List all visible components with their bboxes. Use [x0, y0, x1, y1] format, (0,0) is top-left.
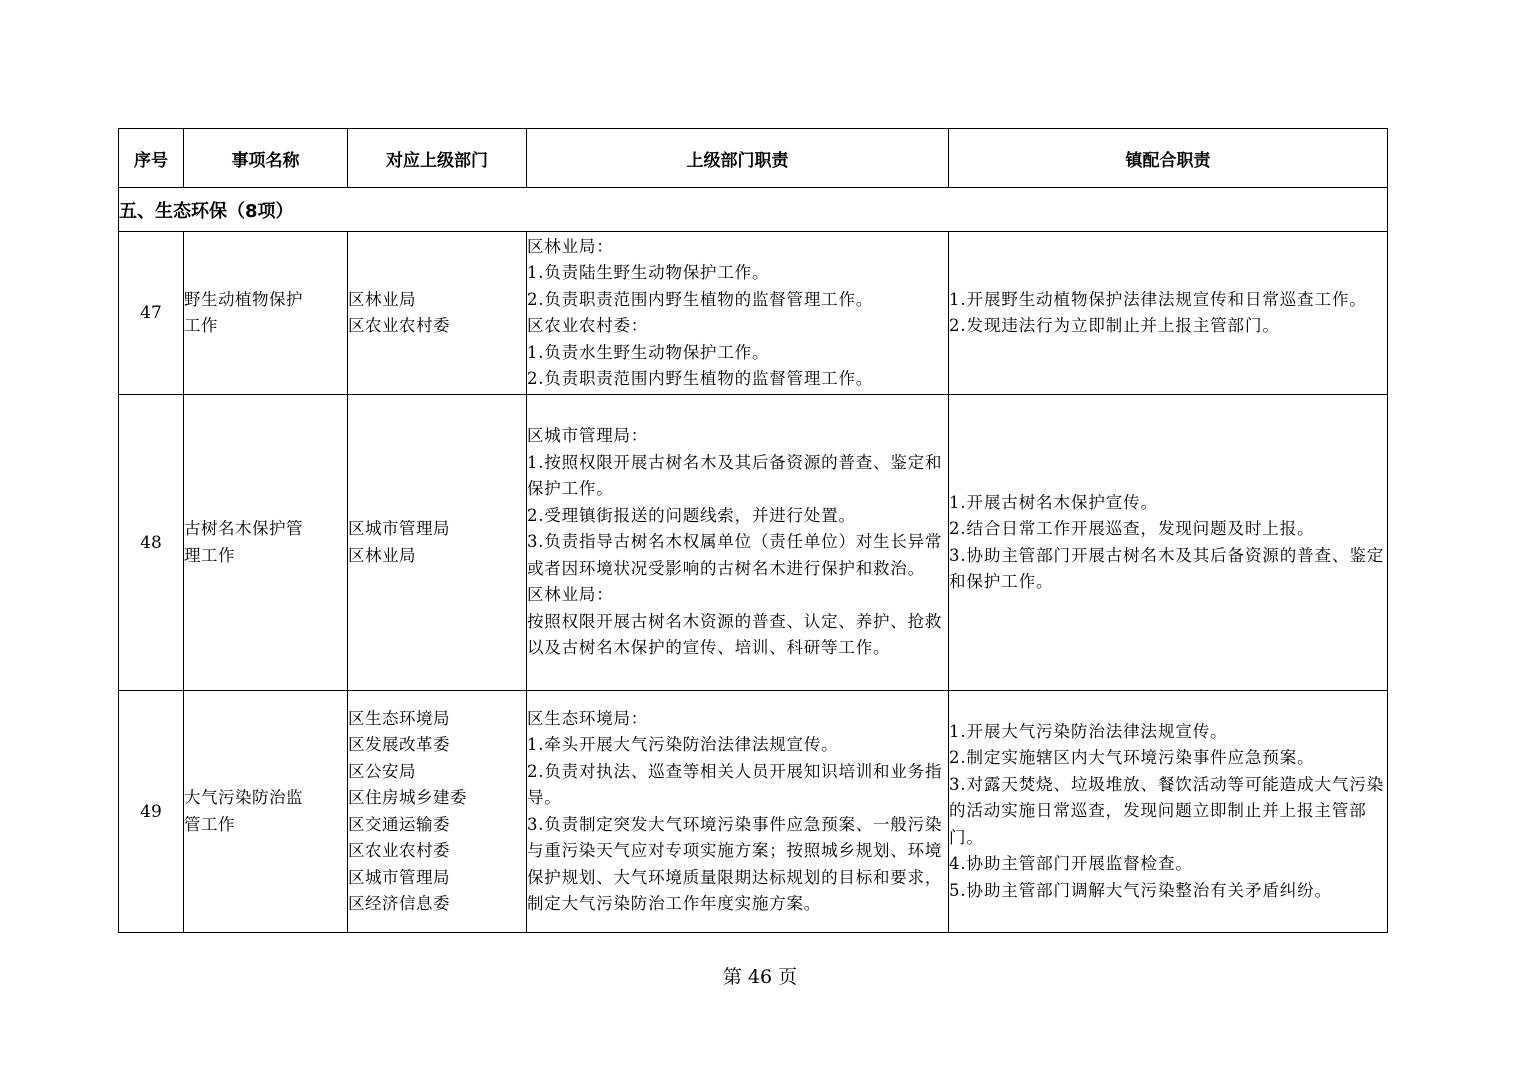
row-number: 49 — [119, 691, 184, 933]
responsibility-table — [118, 128, 1388, 933]
row-number: 47 — [119, 232, 184, 395]
item-name: 古树名木保护管 理工作 — [184, 395, 348, 691]
department-list: 区生态环境局 区发展改革委 区公安局 区住房城乡建委 区交通运输委 区农业农村委 区城市管理局 区经济信息委 — [348, 691, 527, 933]
header-superior-duties: 上级部门职责 — [527, 129, 949, 188]
superior-duties: 区城市管理局： 1.按照权限开展古树名木及其后备资源的普查、鉴定和保护工作。 2.受理镇街报送的问题线索，并进行处置。 3.负责指导古树名木权属单位（责任单位）对生长异常或者因环境状况受影响的古树名木进行保护和救治。 区林业局： 按照权限开展古树名木资源的普查、认定、养护、抢救以及古树名木保护的宣传、培训、科研等工作。 — [527, 395, 949, 691]
header-departments: 对应上级部门 — [348, 129, 527, 188]
section-title: 五、生态环保（8项） — [119, 188, 1388, 232]
row-number: 48 — [119, 395, 184, 691]
town-duties: 1.开展大气污染防治法律法规宣传。 2.制定实施辖区内大气环境污染事件应急预案。 3.对露天焚烧、垃圾堆放、餐饮活动等可能造成大气污染的活动实施日常巡查，发现问题立即制止并上报主管部门。 4.协助主管部门开展监督检查。 5.协助主管部门调解大气污染整治有关矛盾纠纷。 — [949, 691, 1388, 933]
item-name: 大气污染防治监 管工作 — [184, 691, 348, 933]
header-town-duties: 镇配合职责 — [949, 129, 1388, 188]
page-number: 第 46 页 — [722, 966, 798, 988]
header-no: 序号 — [119, 129, 184, 188]
table-row — [119, 691, 1388, 933]
department-list: 区林业局 区农业农村委 — [348, 232, 527, 395]
department-list: 区城市管理局 区林业局 — [348, 395, 527, 691]
superior-duties: 区生态环境局： 1.牵头开展大气污染防治法律法规宣传。 2.负责对执法、巡查等相关人员开展知识培训和业务指导。 3.负责制定突发大气环境污染事件应急预案、一般污染与重污染天气应对专项实施方案；按照城乡规划、环境保护规划、大气环境质量限期达标规划的目标和要求，制定大气污染防治工作年度实施方案。 — [527, 691, 949, 933]
table-row — [119, 232, 1388, 395]
table-row — [119, 395, 1388, 691]
header-row — [119, 129, 1388, 188]
town-duties: 1.开展古树名木保护宣传。 2.结合日常工作开展巡查，发现问题及时上报。 3.协助主管部门开展古树名木及其后备资源的普查、鉴定和保护工作。 — [949, 395, 1388, 691]
item-name: 野生动植物保护 工作 — [184, 232, 348, 395]
header-item-name: 事项名称 — [184, 129, 348, 188]
town-duties: 1.开展野生动植物保护法律法规宣传和日常巡查工作。 2.发现违法行为立即制止并上报主管部门。 — [949, 232, 1388, 395]
section-row — [119, 188, 1388, 232]
superior-duties: 区林业局： 1.负责陆生野生动物保护工作。 2.负责职责范围内野生植物的监督管理工作。 区农业农村委： 1.负责水生野生动物保护工作。 2.负责职责范围内野生植物的监督管理工作。 — [527, 232, 949, 395]
